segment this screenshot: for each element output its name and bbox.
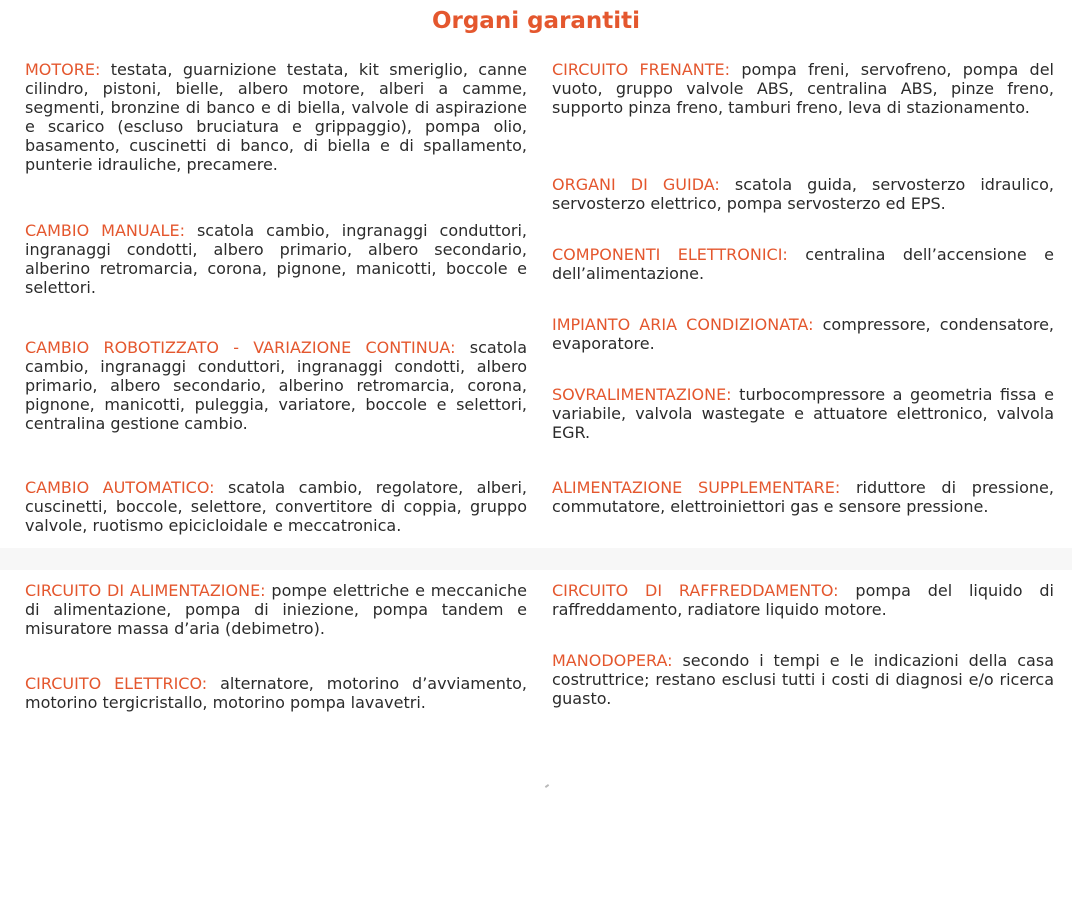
entry-organi-guida [552, 175, 1054, 213]
entry-text: turbocompressore a geometria fissa e variabile, valvola wastegate e attuatore elettronico, valvola EGR. [552, 385, 1054, 442]
entry-heading: CIRCUITO ELETTRICO: [25, 674, 208, 693]
entry-text: scatola cambio, ingranaggi conduttori, ingranaggi condotti, albero primario, albero secondario, alberino retromarcia, corona, pignone, manicotti, boccole e selettori. [25, 221, 528, 297]
entry-text: pompa del liquido di raffreddamento, radiatore liquido motore. [552, 581, 1054, 619]
scan-speck [545, 784, 549, 788]
entry-cambio-robotizzato [25, 338, 527, 433]
entry-heading: COMPONENTI ELETTRONICI: [552, 245, 788, 264]
entry-impianto-aria [552, 315, 1054, 353]
entry-heading: IMPIANTO ARIA CONDIZIONATA: [552, 315, 814, 334]
entry-cambio-automatico [25, 478, 527, 535]
entry-heading: CIRCUITO FRENANTE: [552, 60, 731, 79]
entry-text: testata, guarnizione testata, kit smeriglio, canne cilindro, pistoni, bielle, albero motore, alberi a camme, segmenti, bronzine di banco e di biella, valvole di aspirazione e scarico (escluso bruciatura e grippaggio), pompa olio, basamento, cuscinetti di banco, di biella e di spallamento, punterie idrauliche, precamere. [25, 60, 528, 174]
entry-text: pompe elettriche e meccaniche di alimentazione, pompa di iniezione, pompa tandem e misuratore massa d’aria (debimetro). [25, 581, 527, 638]
entry-heading: ALIMENTAZIONE SUPPLEMENTARE: [552, 478, 841, 497]
entry-text: secondo i tempi e le indicazioni della casa costruttrice; restano esclusi tutti i costi di diagnosi e/o ricerca guasto. [552, 651, 1055, 708]
entry-circuito-frenante [552, 60, 1054, 117]
entry-sovralimentazione [552, 385, 1054, 442]
entry-circuito-raffreddamento [552, 581, 1054, 619]
entry-motore [25, 60, 527, 174]
entry-heading: CIRCUITO DI RAFFREDDAMENTO: [552, 581, 839, 600]
entry-circuito-alimentazione [25, 581, 527, 638]
entry-cambio-manuale [25, 221, 527, 297]
entry-heading: MOTORE: [25, 60, 101, 79]
entry-heading: ORGANI DI GUIDA: [552, 175, 720, 194]
entry-text: pompa freni, servofreno, pompa del vuoto, gruppo valvole ABS, centralina ABS, pinze freno, supporto pinza freno, tamburi freno, leva di stazionamento. [552, 60, 1054, 117]
entry-text: riduttore di pressione, commutatore, elettroiniettori gas e sensore pressione. [552, 478, 1054, 516]
entry-heading: MANODOPERA: [552, 651, 673, 670]
page-title: Organi garantiti [431, 8, 641, 34]
entry-text: scatola cambio, regolatore, alberi, cuscinetti, boccole, selettore, convertitore di coppia, gruppo valvole, ruotismo epicicloidale e meccatronica. [25, 478, 528, 535]
entry-componenti-elettronici [552, 245, 1054, 283]
entry-text: centralina dell’accensione e dell’alimentazione. [552, 245, 1054, 283]
entry-heading: CAMBIO MANUALE: [25, 221, 185, 240]
entry-text: scatola guida, servosterzo idraulico, servosterzo elettrico, pompa servosterzo ed EPS. [552, 175, 1054, 213]
entry-text: alternatore, motorino d’avviamento, motorino tergicristallo, motorino pompa lavavetri. [25, 674, 527, 712]
entry-heading: CAMBIO AUTOMATICO: [25, 478, 215, 497]
entry-heading: CIRCUITO DI ALIMENTAZIONE: [25, 581, 266, 600]
entry-manodopera [552, 651, 1054, 708]
page-gap-band [0, 548, 1072, 570]
entry-text: scatola cambio, ingranaggi conduttori, ingranaggi condotti, albero primario, albero secondario, alberino retromarcia, corona, pignone, manicotti, puleggia, variatore, boccole e selettori, centralina gestione cambio. [25, 338, 527, 433]
entry-heading: SOVRALIMENTAZIONE: [552, 385, 732, 404]
entry-heading: CAMBIO ROBOTIZZATO - VARIAZIONE CONTINUA: [25, 338, 456, 357]
entry-text: compressore, condensatore, evaporatore. [552, 315, 1055, 353]
entry-circuito-elettrico [25, 674, 527, 712]
entry-alimentazione-supplementare [552, 478, 1054, 516]
